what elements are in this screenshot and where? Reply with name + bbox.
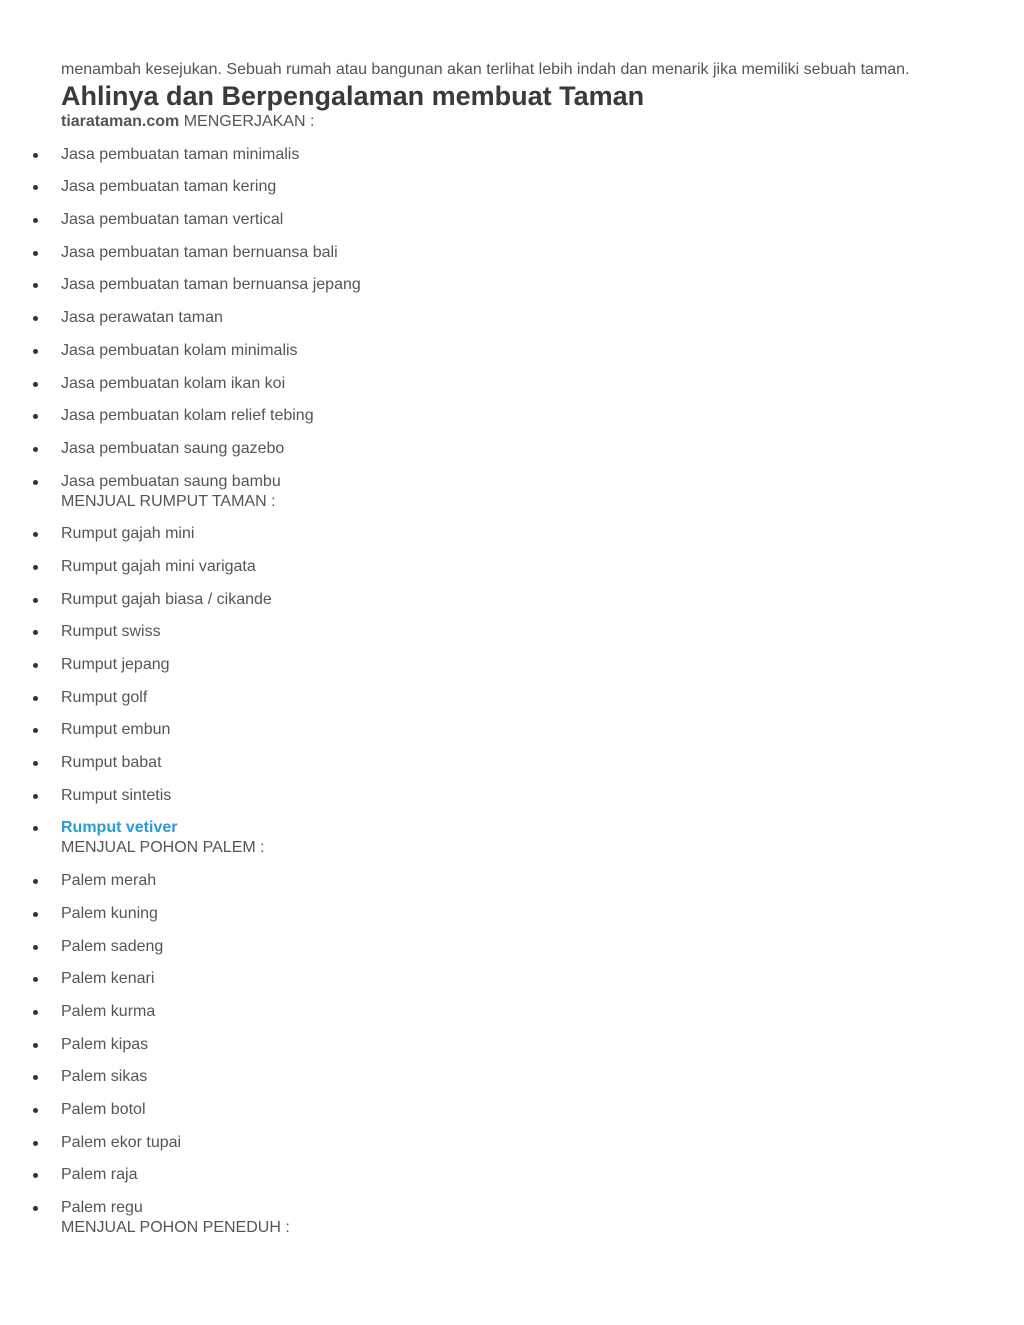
list-item: Jasa pembuatan taman bernuansa jepang [61,275,951,295]
list-item: Jasa pembuatan taman minimalis [61,145,951,165]
bullet-icon [33,945,38,950]
list-item: Palem kuning [61,904,951,924]
list-item: Palem merah [61,871,951,891]
list-item: Rumput embun [61,720,951,740]
section-heading: Ahlinya dan Berpengalaman membuat Taman [61,81,645,111]
bullet-icon [33,251,38,256]
palm-list [61,871,951,1218]
list-item: Palem ekor tupai [61,1133,951,1153]
services-intro-text: MENGERJAKAN : [179,113,315,130]
list-item [61,818,951,838]
shade-section-label: MENJUAL POHON PENEDUH : [61,1219,290,1236]
rumput-vetiver-link[interactable]: Rumput vetiver [61,819,178,837]
list-item: Palem sikas [61,1067,951,1087]
bullet-icon [33,598,38,603]
intro-paragraph: menambah kesejukan. Sebuah rumah atau bangunan akan terlihat lebih indah dan menarik jika memiliki sebuah taman. [61,61,910,78]
list-item: Palem kurma [61,1002,951,1022]
list-item: Rumput sintetis [61,786,951,806]
list-item: Palem sadeng [61,937,951,957]
bullet-icon [33,283,38,288]
bullet-icon [33,1075,38,1080]
bullet-icon [33,794,38,799]
list-item: Jasa pembuatan kolam relief tebing [61,406,951,426]
bullet-icon [33,1043,38,1048]
list-item: Rumput babat [61,753,951,773]
bullet-icon [33,1206,38,1211]
bullet-icon [33,316,38,321]
list-item: Jasa pembuatan saung bambu [61,472,951,492]
palm-section-label: MENJUAL POHON PALEM : [61,839,265,857]
bullet-icon [33,761,38,766]
list-item: Jasa perawatan taman [61,308,951,328]
list-item: Palem kenari [61,969,951,989]
list-item: Rumput gajah mini [61,524,951,544]
bullet-icon [33,382,38,387]
bullet-icon [33,879,38,884]
bullet-icon [33,630,38,635]
bullet-icon [33,977,38,982]
bullet-icon [33,1108,38,1113]
bullet-icon [33,728,38,733]
bullet-icon [33,565,38,570]
bullet-icon [33,826,38,831]
list-item: Jasa pembuatan taman kering [61,177,951,197]
list-item: Palem regu [61,1198,951,1218]
services-intro [61,112,951,132]
list-item: Palem raja [61,1165,951,1185]
list-item: Jasa pembuatan kolam ikan koi [61,374,951,394]
list-item: Jasa pembuatan taman vertical [61,210,951,230]
bullet-icon [33,696,38,701]
bullet-icon [33,1010,38,1015]
grass-list [61,524,951,838]
bullet-icon [33,1141,38,1146]
list-item: Jasa pembuatan kolam minimalis [61,341,951,361]
bullet-icon [33,663,38,668]
list-item: Rumput golf [61,688,951,708]
bullet-icon [33,349,38,354]
site-name: tiarataman.com [61,113,180,130]
list-item: Rumput jepang [61,655,951,675]
grass-section-label: MENJUAL RUMPUT TAMAN : [61,492,276,510]
document-page [61,60,951,1238]
bullet-icon [33,185,38,190]
list-item: Palem botol [61,1100,951,1120]
list-item: Rumput gajah biasa / cikande [61,590,951,610]
bullet-icon [33,532,38,537]
bullet-icon [33,153,38,158]
bullet-icon [33,480,38,485]
bullet-icon [33,447,38,452]
bullet-icon [33,1173,38,1178]
services-list [61,145,951,492]
list-item: Rumput swiss [61,622,951,642]
bullet-icon [33,414,38,419]
bullet-icon [33,912,38,917]
list-item: Jasa pembuatan taman bernuansa bali [61,243,951,263]
list-item: Rumput gajah mini varigata [61,557,951,577]
list-item: Jasa pembuatan saung gazebo [61,439,951,459]
list-item: Palem kipas [61,1035,951,1055]
bullet-icon [33,218,38,223]
